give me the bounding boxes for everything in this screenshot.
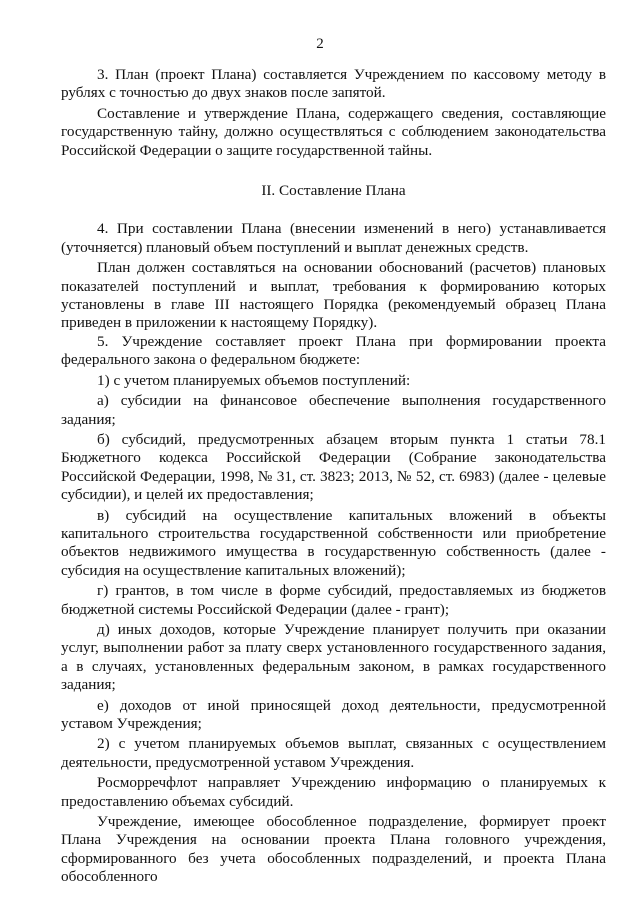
paragraph: а) субсидии на финансовое обеспечение выполнения государственного задания;: [61, 392, 606, 428]
paragraph: 1) с учетом планируемых объемов поступлений:: [97, 371, 411, 389]
section-heading: II. Составление Плана: [261, 182, 406, 200]
paragraph: б) субсидий, предусмотренных абзацем вторым пункта 1 статьи 78.1 Бюджетного кодекса Российской Федерации (Собрание законодательства Российской Федерации, 1998, № 31, ст. 3823; 2013, № 52, ст. 6983) (далее - целевые субсидии), и целей их предоставления;: [61, 430, 606, 504]
paragraph: 4. При составлении Плана (внесении изменений в него) устанавливается (уточняется) плановый объем поступлений и выплат денежных средств.: [61, 220, 606, 256]
paragraph: План должен составляться на основании обоснований (расчетов) плановых показателей поступлений и выплат, требования к формированию которых установлены в главе III настоящего Порядка (рекомендуемый образец Плана приведен в приложении к настоящему Порядку).: [61, 259, 606, 332]
paragraph: г) грантов, в том числе в форме субсидий, предоставляемых из бюджетов бюджетной системы Российской Федерации (далее - грант);: [61, 582, 606, 618]
paragraph: е) доходов от иной приносящей доход деятельности, предусмотренной уставом Учреждения;: [61, 696, 606, 732]
paragraph: 5. Учреждение составляет проект Плана при формировании проекта федерального закона о федеральном бюджете:: [61, 332, 606, 369]
paragraph: 2) с учетом планируемых объемов выплат, связанных с осуществлением деятельности, предусмотренной уставом Учреждения.: [61, 735, 606, 771]
document-body: [61, 66, 606, 887]
paragraph: Составление и утверждение Плана, содержащего сведения, составляющие государственную тайну, должно осуществляться с соблюдением законодательства Российской Федерации о защите государственной тайны.: [61, 104, 606, 159]
paragraph: Росморречфлот направляет Учреждению информацию о планируемых к предоставлению объемах субсидий.: [61, 774, 606, 810]
paragraph: Учреждение, имеющее обособленное подразделение, формирует проект Плана Учреждения на основании проекта Плана головного учреждения, сформированного без учета обособленных подразделений, и проекта Плана обособленного: [61, 813, 606, 886]
paragraph: д) иных доходов, которые Учреждение планирует получить при оказании услуг, выполнении работ за плату сверх установленного государственного задания, а в случаях, установленных федеральным законом, в рамках государственного задания;: [61, 620, 606, 694]
page-number: 2: [316, 36, 324, 52]
paragraph: 3. План (проект Плана) составляется Учреждением по кассовому методу в рублях с точностью до двух знаков после запятой.: [61, 66, 606, 102]
paragraph: в) субсидий на осуществление капитальных вложений в объекты капитального строительства государственной собственности или приобретение объектов недвижимого имущества в государственную собственность (далее - субсидия на осуществление капитальных вложений);: [61, 506, 606, 579]
